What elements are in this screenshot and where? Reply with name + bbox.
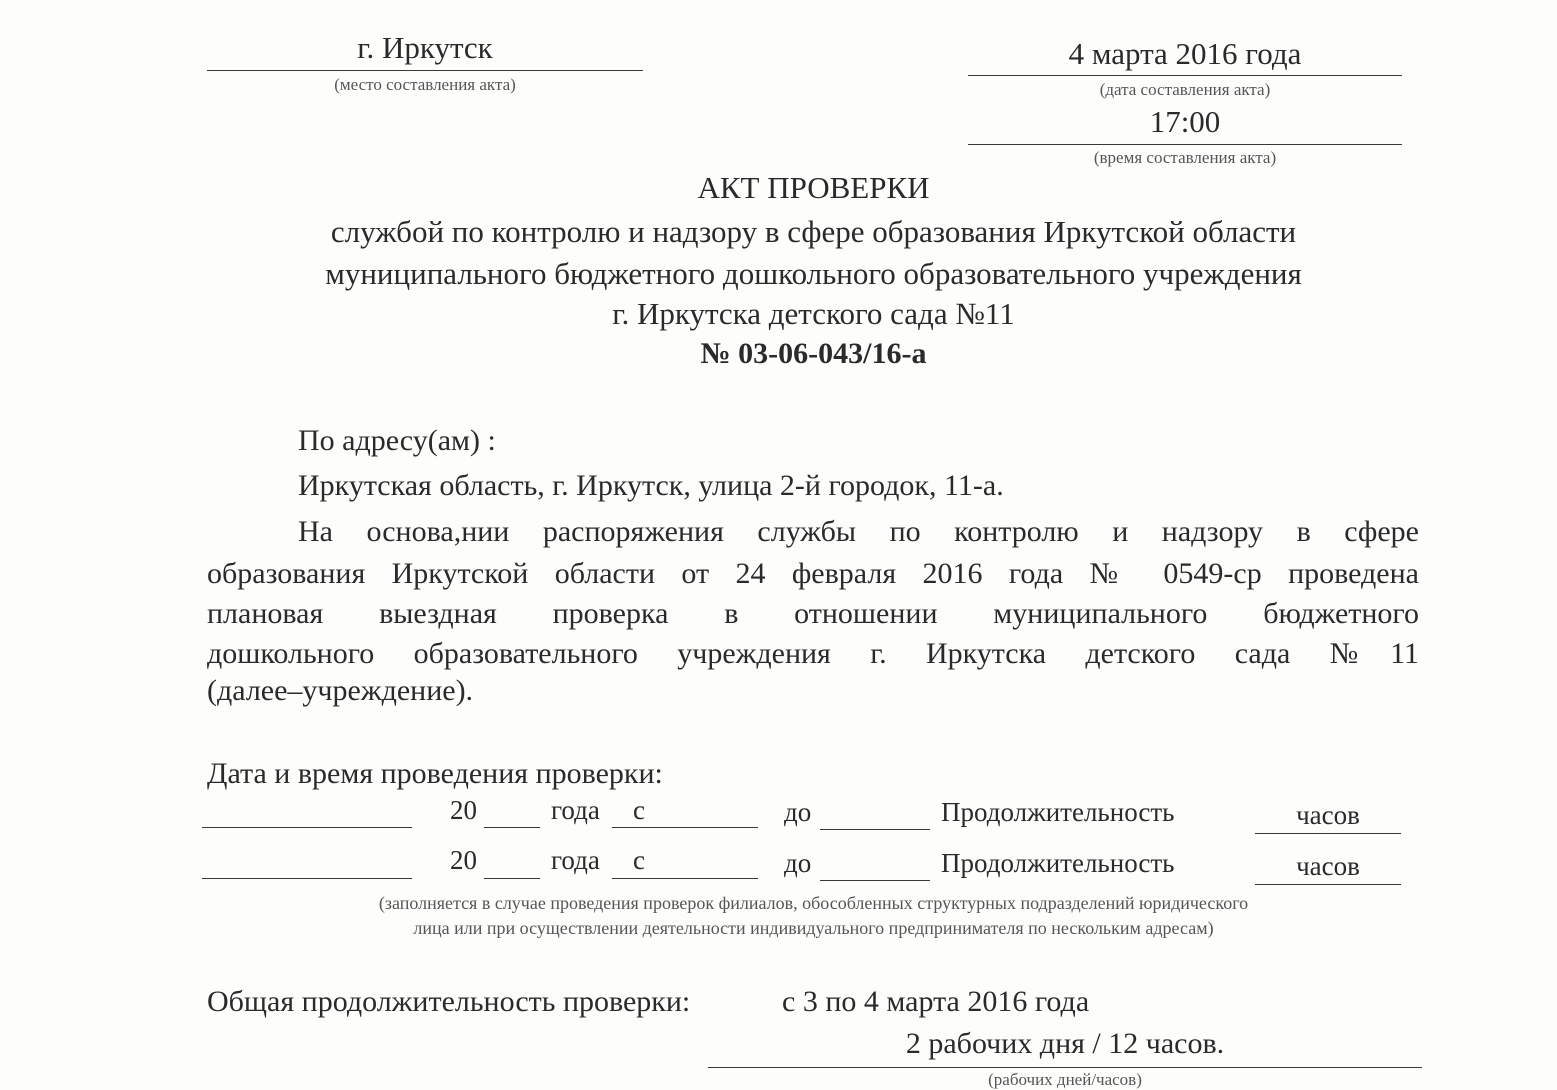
date-underline (968, 75, 1402, 76)
time-hint: (время составления акта) (1093, 148, 1277, 167)
body-line-1: На основа,нии распоряжения службы по контролю и надзору в сфере (298, 515, 1419, 548)
time-underline (968, 144, 1402, 145)
date-hint: (дата составления акта) (1099, 80, 1271, 99)
total-days: 2 рабочих дня / 12 часов. (905, 1027, 1225, 1060)
row2-year-prefix: 20 (450, 845, 477, 875)
title-line-3: г. Иркутска детского сада №11 (612, 296, 1015, 331)
row1-duration: Продолжительность (941, 797, 1175, 827)
act-number: № 03-06-043/16-а (700, 337, 927, 370)
row1-year-blank (484, 827, 540, 828)
row1-from: с (633, 795, 645, 825)
address-value: Иркутская область, г. Иркутск, улица 2-й городок, 11-а. (298, 469, 1004, 502)
total-days-underline (708, 1067, 1422, 1068)
place-hint: (место составления акта) (334, 75, 516, 94)
body-line-3: плановая выездная проверка в отношении муниципального бюджетного (207, 597, 1419, 630)
row2-from: с (633, 845, 645, 875)
row1-from-blank (612, 827, 758, 828)
row1-date-blank (202, 827, 412, 828)
total-period: с 3 по 4 марта 2016 года (782, 985, 1090, 1018)
row1-hours: часов (1296, 800, 1360, 830)
row1-year-prefix: 20 (450, 795, 477, 825)
row2-hours: часов (1296, 851, 1360, 881)
row1-year-word: года (551, 795, 600, 825)
row1-to-blank (820, 829, 930, 830)
date-value: 4 марта 2016 года (1068, 36, 1302, 71)
time-value: 17:00 (1149, 104, 1221, 139)
title-line-2: муниципального бюджетного дошкольного образовательного учреждения (325, 256, 1302, 291)
body-line-2: образования Иркутской области от 24 февраля 2016 года № 0549-ср проведена (207, 557, 1419, 590)
total-label: Общая продолжительность проверки: (207, 985, 691, 1018)
inspection-time-label: Дата и время проведения проверки: (207, 757, 663, 790)
row1-to: до (784, 797, 812, 827)
row2-from-blank (612, 878, 758, 879)
row2-hours-blank (1255, 884, 1401, 885)
address-label: По адресу(ам) : (298, 424, 496, 457)
row2-year-word: года (551, 845, 600, 875)
doc-title: АКТ ПРОВЕРКИ (697, 170, 930, 205)
title-line-1: службой по контролю и надзору в сфере образования Иркутской области (330, 214, 1297, 249)
inspection-note-line-2: лица или при осуществлении деятельности индивидуального предпринимателя по нескольким адресам) (413, 918, 1214, 938)
row2-duration: Продолжительность (941, 848, 1175, 878)
inspection-note-line-1: (заполняется в случае проведения проверок филиалов, обособленных структурных подразделений юридического (378, 893, 1249, 913)
row1-hours-blank (1255, 833, 1401, 834)
place-underline (207, 70, 643, 71)
place-value: г. Иркутск (357, 30, 493, 65)
body-line-4: дошкольного образовательного учреждения г. Иркутска детского сада №11 (207, 637, 1419, 670)
row2-to-blank (820, 880, 930, 881)
row2-year-blank (484, 878, 540, 879)
row2-to: до (784, 848, 812, 878)
body-line-5: (далее–учреждение). (207, 674, 474, 707)
total-days-hint: (рабочих дней/часов) (988, 1070, 1142, 1089)
row2-date-blank (202, 878, 412, 879)
